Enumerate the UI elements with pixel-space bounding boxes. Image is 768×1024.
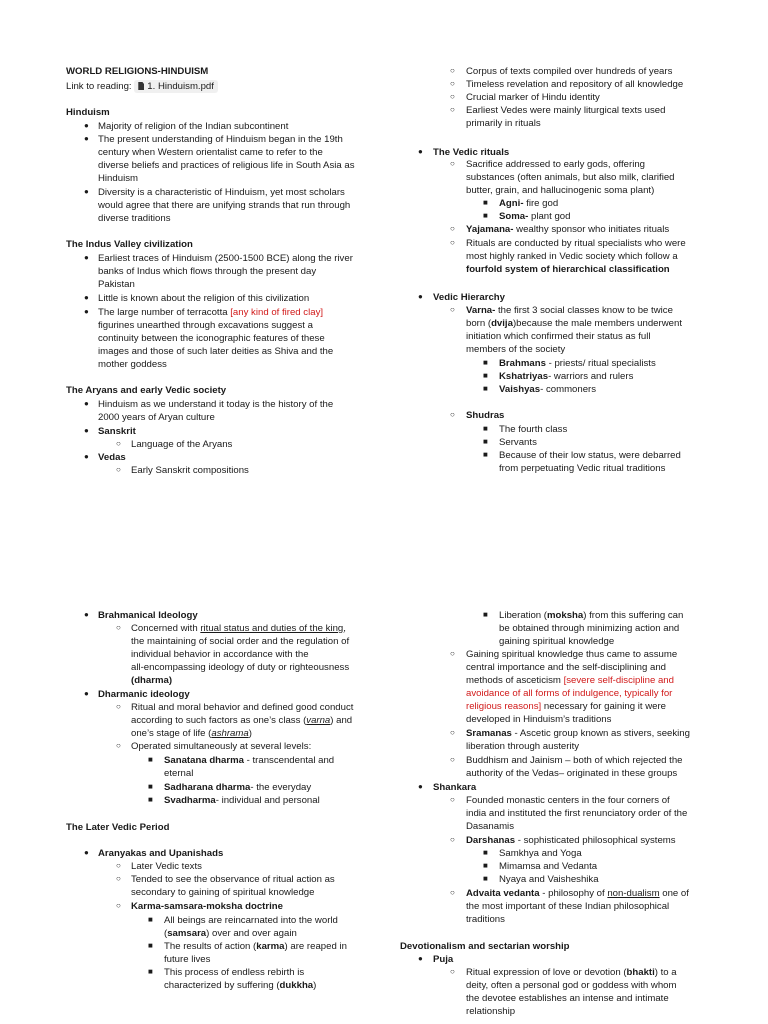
text-line: Later Vedic texts bbox=[131, 861, 202, 872]
text-line: primarily in rituals bbox=[466, 118, 541, 129]
text-line: central importance and the self-disciplining and bbox=[466, 662, 666, 673]
text-line bbox=[164, 794, 320, 807]
text-span: )because the male members underwent bbox=[512, 318, 682, 329]
heading-aryans: The Aryans and early Vedic society bbox=[66, 385, 227, 396]
reading-link-chip[interactable] bbox=[134, 80, 218, 93]
heading-later-vedic: The Later Vedic Period bbox=[66, 822, 170, 833]
text-line: mother goddess bbox=[98, 359, 167, 370]
text-line bbox=[499, 210, 570, 223]
term: Kshatriyas bbox=[499, 371, 549, 382]
text-line: all-encompassing ideology of duty or righteousness bbox=[131, 662, 350, 673]
text-line: eternal bbox=[164, 768, 194, 779]
text-line bbox=[499, 383, 596, 396]
square-bullet-icon: ■ bbox=[483, 211, 488, 220]
text-line: Gaining spiritual knowledge thus came to assume bbox=[466, 649, 678, 660]
text-span: ) and bbox=[330, 715, 353, 726]
term: Brahmans bbox=[499, 358, 546, 369]
bullet-icon: ● bbox=[418, 782, 423, 791]
text-span: - sophisticated philosophical systems bbox=[515, 835, 676, 846]
text-span: one’s stage of life ( bbox=[131, 728, 212, 739]
term: Vaishyas bbox=[499, 384, 541, 395]
text-line: Puja bbox=[433, 954, 454, 965]
text-line bbox=[98, 306, 323, 319]
text-line: figurines unearthed through excavations suggest a bbox=[98, 320, 313, 331]
text-span: Liberation ( bbox=[499, 610, 547, 621]
circle-bullet-icon: ○ bbox=[116, 741, 121, 750]
text-line: the devotee establishes an intense and intimate bbox=[466, 993, 669, 1004]
text-span: - warriors and rulers bbox=[548, 371, 634, 382]
text-line: (dharma) bbox=[131, 675, 173, 686]
bullet-icon: ● bbox=[84, 610, 89, 619]
text-line bbox=[466, 834, 676, 847]
bullet-icon: ● bbox=[418, 147, 423, 156]
square-bullet-icon: ■ bbox=[483, 874, 488, 883]
text-line: Samkhya and Yoga bbox=[499, 848, 582, 859]
term: Sramanas bbox=[466, 728, 512, 739]
text-line: images and those of such later deities as Shiva and the bbox=[98, 346, 334, 357]
circle-bullet-icon: ○ bbox=[450, 92, 455, 101]
text-line: 2000 years of Aryan culture bbox=[98, 412, 215, 423]
text-line: the most important of these Indian philosophical bbox=[466, 901, 670, 912]
heading-aranyakas: Aranyakas and Upanishads bbox=[98, 848, 224, 859]
text-line: Shudras bbox=[466, 410, 505, 421]
text-line bbox=[164, 979, 316, 992]
square-bullet-icon: ■ bbox=[148, 795, 153, 804]
term: Svadharma bbox=[164, 795, 216, 806]
text-line bbox=[131, 727, 252, 740]
text-line: diverse beliefs and practices of religious life in South Asia as bbox=[98, 160, 355, 171]
term: Agni- bbox=[499, 198, 524, 209]
text-line bbox=[499, 370, 633, 383]
square-bullet-icon: ■ bbox=[148, 941, 153, 950]
text-line: The present understanding of Hinduism began in the 19th bbox=[98, 134, 343, 145]
text-line: future lives bbox=[164, 954, 211, 965]
text-line: Corpus of texts compiled over hundreds of years bbox=[466, 66, 673, 77]
bullet-icon: ● bbox=[418, 292, 423, 301]
text-span: wealthy sponsor who initiates rituals bbox=[513, 224, 670, 235]
bullet-icon: ● bbox=[418, 954, 423, 963]
text-line: Ritual and moral behavior and defined good conduct bbox=[131, 702, 354, 713]
text-line bbox=[466, 223, 669, 236]
text-line: Nyaya and Vaisheshika bbox=[499, 874, 599, 885]
text-line: This process of endless rebirth is bbox=[164, 967, 305, 978]
text-line: Vedas bbox=[98, 452, 126, 463]
text-span: The results of action ( bbox=[164, 941, 257, 952]
bullet-icon: ● bbox=[84, 307, 89, 316]
text-line: would agree that there are unifying strands that run through bbox=[98, 200, 351, 211]
bullet-icon: ● bbox=[84, 848, 89, 857]
square-bullet-icon: ■ bbox=[483, 384, 488, 393]
text-line: continuity between the iconographic features of these bbox=[98, 333, 325, 344]
text-line bbox=[131, 622, 346, 635]
text-line bbox=[466, 727, 690, 740]
circle-bullet-icon: ○ bbox=[450, 238, 455, 247]
term: karma bbox=[256, 941, 285, 952]
term: Soma- bbox=[499, 211, 529, 222]
text-span: the first 3 social classes know to be twice bbox=[495, 305, 673, 316]
circle-bullet-icon: ○ bbox=[116, 861, 121, 870]
term: Varna- bbox=[466, 305, 496, 316]
heading-shankara: Shankara bbox=[433, 782, 477, 793]
text-span: fire god bbox=[523, 198, 559, 209]
text-line bbox=[466, 887, 689, 900]
text-span: ) to a bbox=[654, 967, 677, 978]
term: Darshanas bbox=[466, 835, 516, 846]
text-line: india and instituted the first renunciatory order of the bbox=[466, 808, 688, 819]
text-line: individual behavior in accordance with the bbox=[131, 649, 309, 660]
doc-title: WORLD RELIGIONS-HINDUISM bbox=[66, 66, 209, 77]
text-line: from perpetuating Vedic ritual traditions bbox=[499, 463, 666, 474]
square-bullet-icon: ■ bbox=[483, 358, 488, 367]
text-span: - Ascetic group known as stivers, seeking bbox=[511, 728, 690, 739]
text-line: Majority of religion of the Indian subcontinent bbox=[98, 121, 289, 132]
text-line: initiation which confirmed their status as full bbox=[466, 331, 651, 342]
text-line: the maintaining of social order and the regulation of bbox=[131, 636, 350, 647]
text-line: Little is known about the religion of this civilization bbox=[98, 293, 310, 304]
circle-bullet-icon: ○ bbox=[450, 105, 455, 114]
text-span: plant god bbox=[528, 211, 571, 222]
text-span: ) are reaped in bbox=[284, 941, 347, 952]
square-bullet-icon: ■ bbox=[148, 915, 153, 924]
heading-hinduism: Hinduism bbox=[66, 107, 110, 118]
circle-bullet-icon: ○ bbox=[450, 888, 455, 897]
text-line bbox=[164, 754, 334, 767]
text-span: - commoners bbox=[540, 384, 597, 395]
text-line bbox=[466, 674, 674, 687]
heading-rituals: The Vedic rituals bbox=[433, 147, 510, 158]
square-bullet-icon: ■ bbox=[148, 782, 153, 791]
heading-hierarchy: Vedic Hierarchy bbox=[433, 292, 505, 303]
text-span: ) bbox=[313, 980, 317, 991]
term: bhakti bbox=[626, 967, 655, 978]
text-span: - transcendental and bbox=[243, 755, 335, 766]
text-line: fourfold system of hierarchical classification bbox=[466, 264, 670, 275]
heading-devotionalism: Devotionalism and sectarian worship bbox=[400, 941, 570, 952]
circle-bullet-icon: ○ bbox=[116, 702, 121, 711]
square-bullet-icon: ■ bbox=[483, 424, 488, 433]
annotation-red: avoidance of all forms of indulgence, typically for bbox=[466, 688, 673, 699]
bullet-icon: ● bbox=[84, 689, 89, 698]
circle-bullet-icon: ○ bbox=[450, 410, 455, 419]
text-span: necessary for gaining it were bbox=[541, 701, 666, 712]
text-line: Pakistan bbox=[98, 279, 135, 290]
text-line bbox=[164, 940, 347, 953]
text-line: century when Western orientalist came to refer to the bbox=[98, 147, 323, 158]
underlined-text: non-dualism bbox=[607, 888, 660, 899]
circle-bullet-icon: ○ bbox=[450, 795, 455, 804]
term: Advaita vedanta bbox=[466, 888, 540, 899]
circle-bullet-icon: ○ bbox=[450, 159, 455, 168]
term: Yajamana- bbox=[466, 224, 514, 235]
circle-bullet-icon: ○ bbox=[450, 66, 455, 75]
text-line: members of the society bbox=[466, 344, 566, 355]
square-bullet-icon: ■ bbox=[148, 967, 153, 976]
text-line: substances (often animals, but also milk, clarified bbox=[466, 172, 675, 183]
underlined-text: varna bbox=[306, 715, 331, 726]
text-line: Diversity is a characteristic of Hinduism, yet most scholars bbox=[98, 187, 345, 198]
text-span: born ( bbox=[466, 318, 492, 329]
text-span: methods of asceticism bbox=[466, 675, 564, 686]
circle-bullet-icon: ○ bbox=[116, 465, 121, 474]
text-line: Because of their low status, were debarred bbox=[499, 450, 681, 461]
reading-link-file[interactable]: 1. Hinduism.pdf bbox=[147, 81, 214, 92]
heading-dharmanic: Dharmanic ideology bbox=[98, 689, 190, 700]
text-span: ( bbox=[164, 928, 168, 939]
term: moksha bbox=[547, 610, 584, 621]
text-line: Servants bbox=[499, 437, 537, 448]
file-icon bbox=[138, 82, 144, 90]
annotation-red: [any kind of fired clay] bbox=[230, 307, 324, 318]
square-bullet-icon: ■ bbox=[483, 371, 488, 380]
bullet-icon: ● bbox=[84, 121, 89, 130]
text-line: Sanskrit bbox=[98, 426, 136, 437]
circle-bullet-icon: ○ bbox=[450, 79, 455, 88]
text-line: traditions bbox=[466, 914, 505, 925]
text-line bbox=[499, 609, 683, 622]
text-span: ) over and over again bbox=[206, 928, 297, 939]
circle-bullet-icon: ○ bbox=[450, 305, 455, 314]
circle-bullet-icon: ○ bbox=[116, 874, 121, 883]
square-bullet-icon: ■ bbox=[483, 848, 488, 857]
text-line: Rituals are conducted by ritual specialists who were bbox=[466, 238, 686, 249]
text-line bbox=[466, 304, 673, 317]
term: samsara bbox=[167, 928, 207, 939]
circle-bullet-icon: ○ bbox=[450, 967, 455, 976]
square-bullet-icon: ■ bbox=[148, 755, 153, 764]
bullet-icon: ● bbox=[84, 187, 89, 196]
square-bullet-icon: ■ bbox=[483, 198, 488, 207]
circle-bullet-icon: ○ bbox=[450, 649, 455, 658]
text-line bbox=[164, 781, 311, 794]
bullet-icon: ● bbox=[84, 452, 89, 461]
text-span: - individual and personal bbox=[215, 795, 320, 806]
text-line: relationship bbox=[466, 1006, 516, 1017]
text-line: secondary to gaining of spiritual knowledge bbox=[131, 887, 315, 898]
text-line: butter, grain, and hallucinogenic soma plant) bbox=[466, 185, 655, 196]
text-line: Hinduism bbox=[98, 173, 138, 184]
bullet-icon: ● bbox=[84, 293, 89, 302]
text-line: diverse traditions bbox=[98, 213, 171, 224]
text-line bbox=[466, 700, 666, 713]
text-span: ) bbox=[248, 728, 252, 739]
text-line: Hinduism as we understand it today is the history of the bbox=[98, 399, 334, 410]
text-line bbox=[499, 357, 656, 370]
text-line: All beings are reincarnated into the world bbox=[164, 915, 338, 926]
text-line: Earliest Vedes were mainly liturgical texts used bbox=[466, 105, 666, 116]
text-line: Crucial marker of Hindu identity bbox=[466, 92, 600, 103]
text-span: one of bbox=[659, 888, 689, 899]
circle-bullet-icon: ○ bbox=[116, 439, 121, 448]
text-line: gaining spiritual knowledge bbox=[499, 636, 615, 647]
circle-bullet-icon: ○ bbox=[116, 901, 121, 910]
text-span: The large number of terracotta bbox=[98, 307, 231, 318]
text-span: , bbox=[343, 623, 346, 634]
square-bullet-icon: ■ bbox=[483, 610, 488, 619]
square-bullet-icon: ■ bbox=[483, 861, 488, 870]
text-line: Mimamsa and Vedanta bbox=[499, 861, 598, 872]
text-line: most highly ranked in Vedic society which follow a bbox=[466, 251, 678, 262]
bullet-icon: ● bbox=[84, 134, 89, 143]
bullet-icon: ● bbox=[84, 253, 89, 262]
text-span: according to such factors as one’s class ( bbox=[131, 715, 307, 726]
reading-link-label: Link to reading: bbox=[66, 81, 132, 92]
text-line: Earliest traces of Hinduism (2500-1500 BCE) along the river bbox=[98, 253, 353, 264]
term: Sadharana dharma bbox=[164, 782, 251, 793]
annotation-red: religious reasons] bbox=[466, 701, 542, 712]
text-line: Founded monastic centers in the four corners of bbox=[466, 795, 670, 806]
text-line: liberation through austerity bbox=[466, 741, 580, 752]
term: Sanatana dharma bbox=[164, 755, 244, 766]
text-line: Language of the Aryans bbox=[131, 439, 233, 450]
text-line bbox=[466, 317, 682, 330]
bullet-icon: ● bbox=[84, 399, 89, 408]
heading-brahmanical: Brahmanical Ideology bbox=[98, 610, 198, 621]
text-line bbox=[131, 714, 352, 727]
text-line: developed in Hinduism’s traditions bbox=[466, 714, 612, 725]
square-bullet-icon: ■ bbox=[483, 437, 488, 446]
bullet-icon: ● bbox=[84, 426, 89, 435]
text-line: banks of Indus which flows through the present day bbox=[98, 266, 317, 277]
text-line: Timeless revelation and repository of all knowledge bbox=[466, 79, 684, 90]
circle-bullet-icon: ○ bbox=[450, 224, 455, 233]
text-line bbox=[164, 927, 297, 940]
square-bullet-icon: ■ bbox=[483, 450, 488, 459]
text-line bbox=[466, 966, 677, 979]
text-span: ) from this suffering can bbox=[583, 610, 684, 621]
underlined-text: ashrama bbox=[211, 728, 249, 739]
annotation-red: [severe self-discipline and bbox=[563, 675, 674, 686]
circle-bullet-icon: ○ bbox=[450, 728, 455, 737]
text-span: - philosophy of bbox=[539, 888, 608, 899]
underlined-text: ritual status and duties of the king bbox=[200, 623, 344, 634]
circle-bullet-icon: ○ bbox=[450, 835, 455, 844]
text-span: characterized by suffering ( bbox=[164, 980, 280, 991]
text-line: authority of the Vedas– originated in these groups bbox=[466, 768, 678, 779]
text-span: - priests/ ritual specialists bbox=[545, 358, 656, 369]
text-span: - the everyday bbox=[250, 782, 312, 793]
text-line: Karma-samsara-moksha doctrine bbox=[131, 901, 283, 912]
reading-link-row bbox=[66, 80, 218, 93]
term: dvija bbox=[491, 318, 513, 329]
text-line: The fourth class bbox=[499, 424, 568, 435]
text-line: Early Sanskrit compositions bbox=[131, 465, 249, 476]
text-line: Tended to see the observance of ritual action as bbox=[131, 874, 335, 885]
text-line: be obtained through minimizing action and bbox=[499, 623, 680, 634]
text-line: Sacrifice addressed to early gods, offering bbox=[466, 159, 646, 170]
text-line: deity, often a personal god or goddess with whom bbox=[466, 980, 677, 991]
text-line bbox=[499, 197, 558, 210]
circle-bullet-icon: ○ bbox=[450, 755, 455, 764]
text-line: Buddhism and Jainism – both of which rejected the bbox=[466, 755, 683, 766]
text-line: Dasanamis bbox=[466, 821, 514, 832]
heading-indus: The Indus Valley civilization bbox=[66, 239, 193, 250]
text-span: Ritual expression of love or devotion ( bbox=[466, 967, 627, 978]
term: dukkha bbox=[279, 980, 314, 991]
circle-bullet-icon: ○ bbox=[116, 623, 121, 632]
text-span: Concerned with bbox=[131, 623, 201, 634]
text-line: Operated simultaneously at several levels: bbox=[131, 741, 312, 752]
